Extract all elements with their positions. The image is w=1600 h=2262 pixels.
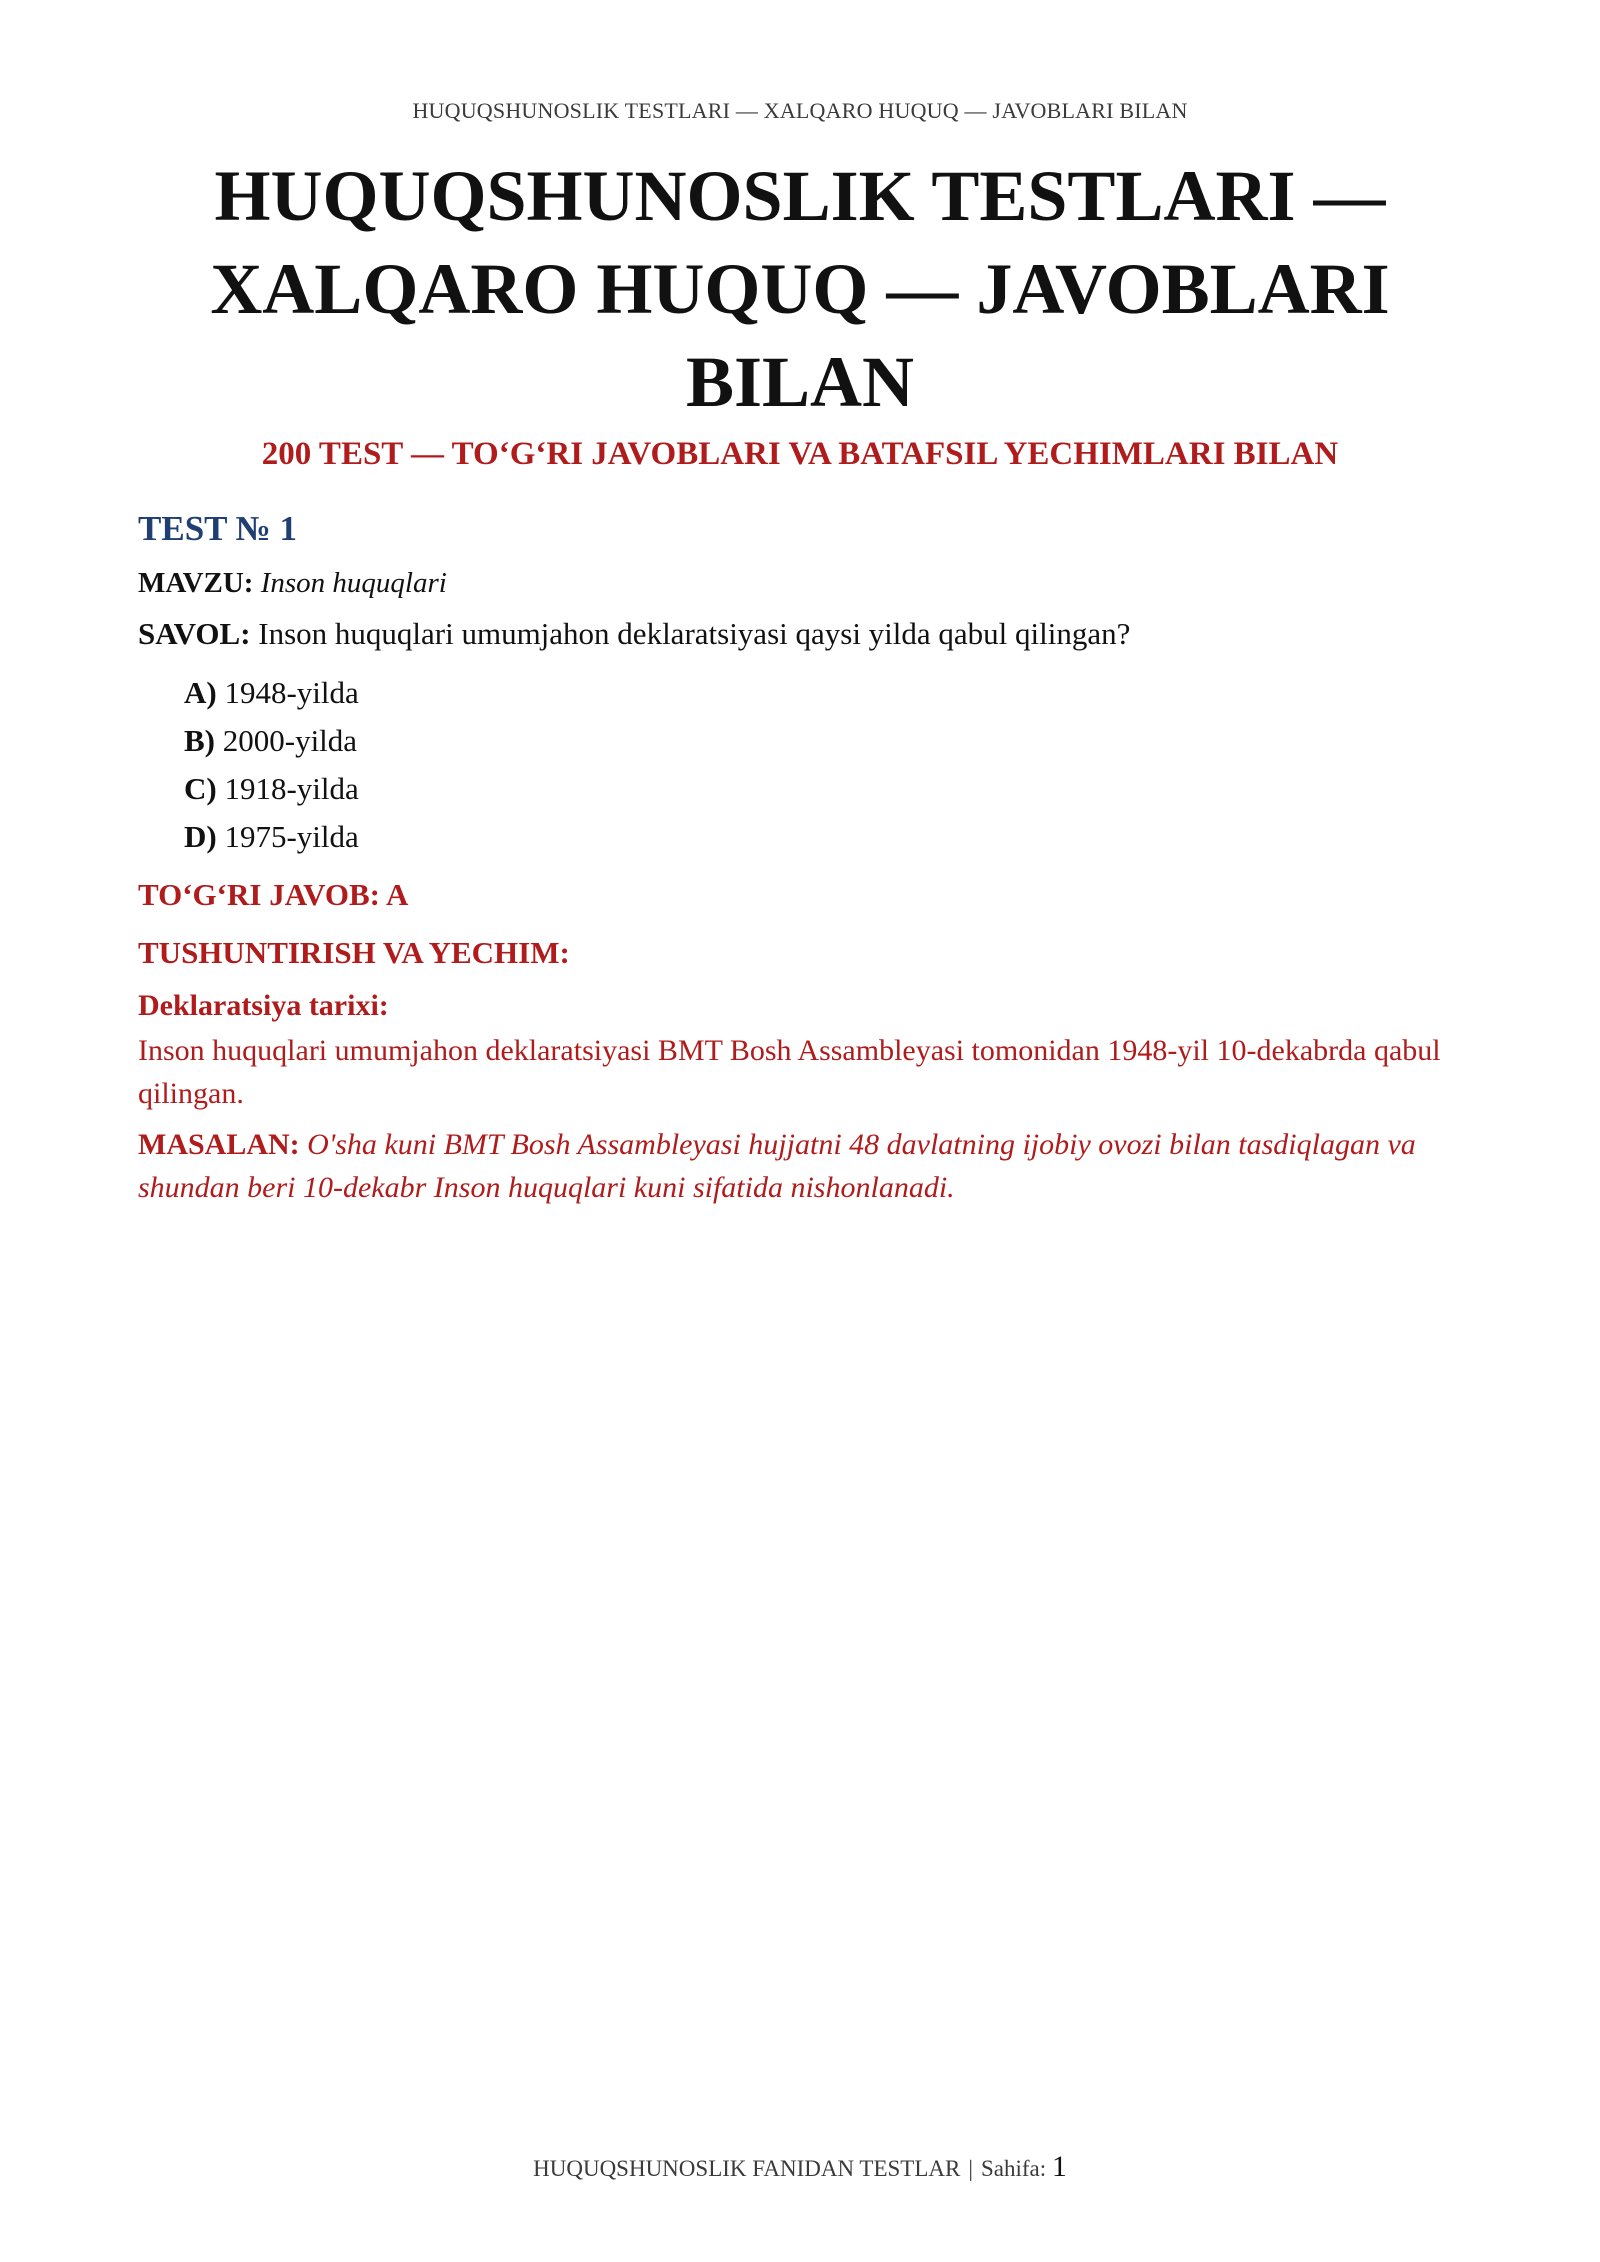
section-heading: Deklaratsiya tarixi: [138, 989, 389, 1022]
option-letter: C) [184, 771, 217, 806]
option-text: 1948-yilda [224, 675, 359, 710]
example-paragraph [138, 1123, 1478, 1209]
topic-value: Inson huquqlari [260, 567, 447, 599]
option-a [184, 669, 1478, 717]
footer-separator: | [968, 2156, 973, 2181]
option-text: 1975-yilda [224, 819, 359, 854]
example-text: O'sha kuni BMT Bosh Assambleyasi hujjatni 48 davlatning ijobiy ovozi bilan tasdiqlagan va shundan beri 10-dekabr Inson huquqlari kuni sifatida nishonlanadi. [138, 1128, 1416, 1204]
test-number: TEST № 1 [138, 509, 298, 548]
explanation-heading: TUSHUNTIRISH VA YECHIM: [138, 935, 570, 970]
question-text: Inson huquqlari umumjahon deklaratsiyasi qaysi yilda qabul qilingan? [258, 616, 1131, 651]
question-line [138, 613, 1478, 655]
option-letter: B) [184, 723, 215, 758]
page-footer [0, 2150, 1600, 2184]
option-letter: A) [184, 675, 217, 710]
example-label: MASALAN: [138, 1128, 300, 1161]
question-label: SAVOL: [138, 616, 251, 651]
page-number: 1 [1051, 2150, 1067, 2183]
option-b [184, 717, 1478, 765]
topic-label: MAVZU: [138, 567, 254, 599]
correct-answer: TO‘G‘RI JAVOB: A [138, 877, 409, 912]
option-text: 1918-yilda [224, 771, 359, 806]
option-text: 2000-yilda [222, 723, 358, 758]
option-d [184, 813, 1478, 861]
option-c [184, 765, 1478, 813]
answer-options [184, 669, 1478, 861]
running-header: HUQUQSHUNOSLIK TESTLARI — XALQARO HUQUQ — JAVOBLARI BILAN [412, 98, 1188, 123]
footer-text: HUQUQSHUNOSLIK FANIDAN TESTLAR [533, 2156, 961, 2181]
footer-page-label: Sahifa: [980, 2156, 1047, 2181]
option-letter: D) [184, 819, 217, 854]
document-title: HUQUQSHUNOSLIK TESTLARI — XALQARO HUQUQ — JAVOBLARI BILAN [210, 156, 1390, 422]
document-subtitle: 200 TEST — TO‘G‘RI JAVOBLARI VA BATAFSIL YECHIMLARI BILAN [261, 436, 1339, 472]
topic-line [138, 563, 1478, 603]
section-text: Inson huquqlari umumjahon deklaratsiyasi BMT Bosh Assambleyasi tomonidan 1948-yil 10-dekabrda qabul qilingan. [138, 1034, 1441, 1110]
test-content [138, 505, 1478, 1209]
